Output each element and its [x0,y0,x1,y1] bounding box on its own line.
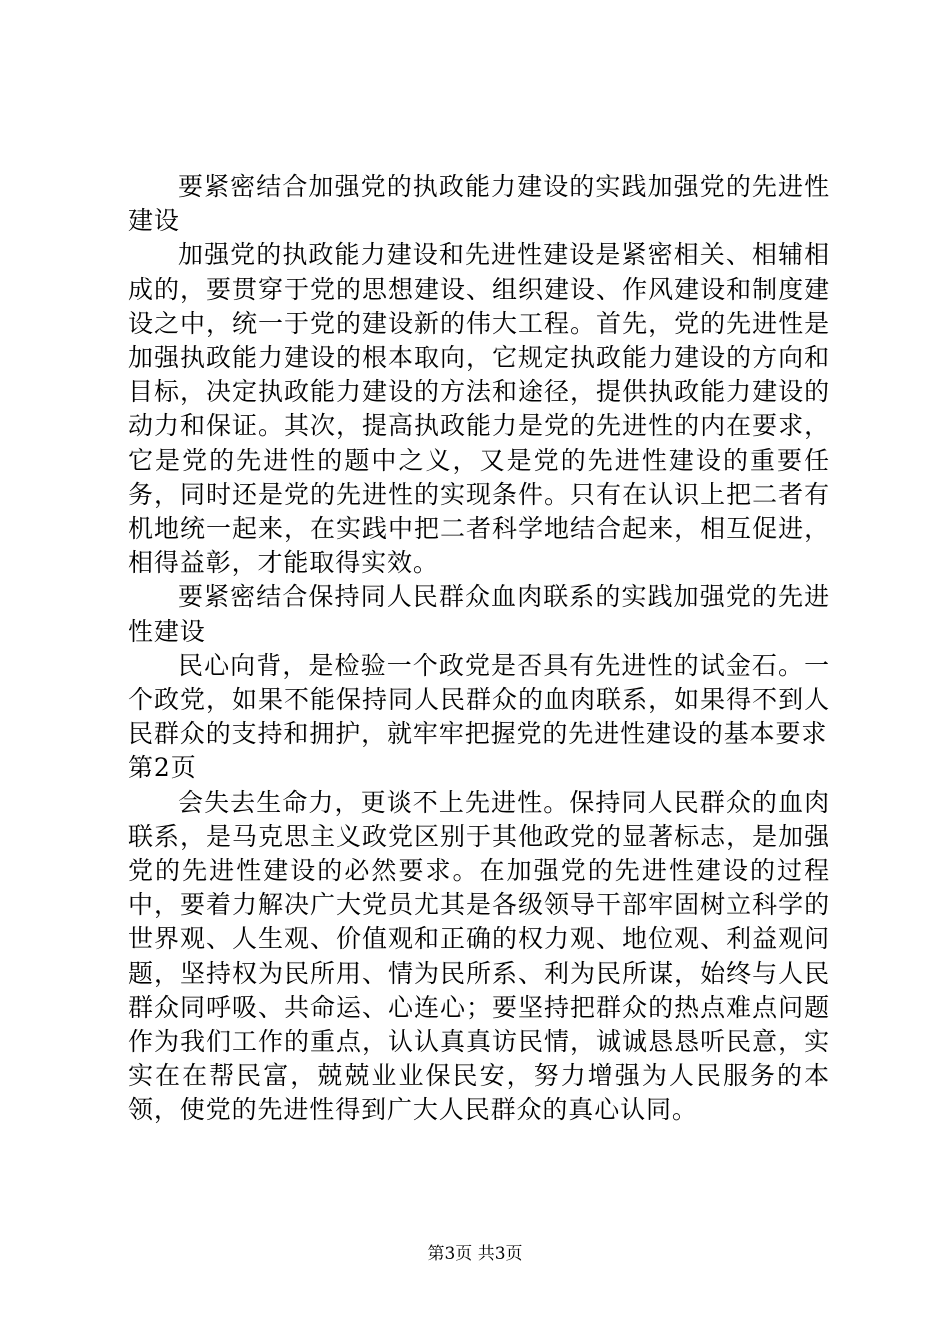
page-break-label: 第2页 [128,753,197,783]
body-paragraph-1: 加强党的执政能力建设和先进性建设是紧密相关、相辅相成的，要贯穿于党的思想建设、组织建设、作风建设和制度建设之中，统一于党的建设新的伟大工程。首先，党的先进性是加强执政能力建设的根本取向，它规定执政能力建设的方向和目标，决定执政能力建设的方法和途径，提供执政能力建设的动力和保证。其次，提高执政能力是党的先进性的内在要求，它是党的先进性的题中之义，又是党的先进性建设的重要任务，同时还是党的先进性的实现条件。只有在认识上把二者有机地统一起来，在实践中把二者科学地结合起来，相互促进，相得益彰，才能取得实效。 [128,240,830,578]
section-heading-2: 要紧密结合保持同人民群众血肉联系的实践加强党的先进性建设 [128,582,830,646]
page-footer: 第3页 共3页 [427,1244,523,1264]
section-heading-1: 要紧密结合加强党的执政能力建设的实践加强党的先进性建设 [128,172,830,236]
body-paragraph-3: 会失去生命力，更谈不上先进性。保持同人民群众的血肉联系，是马克思主义政党区别于其他政党的显著标志，是加强党的先进性建设的必然要求。在加强党的先进性建设的过程中，要着力解决广大党员尤其是各级领导干部牢固树立科学的世界观、人生观、价值观和正确的权力观、地位观、利益观问题，坚持权为民所用、情为民所系、利为民所谋，始终与人民群众同呼吸、共命运、心连心；要坚持把群众的热点难点问题作为我们工作的重点，认认真真访民情，诚诚恳恳听民意，实实在在帮民富，兢兢业业保民安，努力增强为人民服务的本领，使党的先进性得到广大人民群众的真心认同。 [128,787,830,1125]
document-body [128,170,830,1128]
body-paragraph-2: 民心向背，是检验一个政党是否具有先进性的试金石。一个政党，如果不能保持同人民群众的血肉联系，如果得不到人民群众的支持和拥护，就牢牢把握党的先进性建设的基本要求 [128,650,830,749]
